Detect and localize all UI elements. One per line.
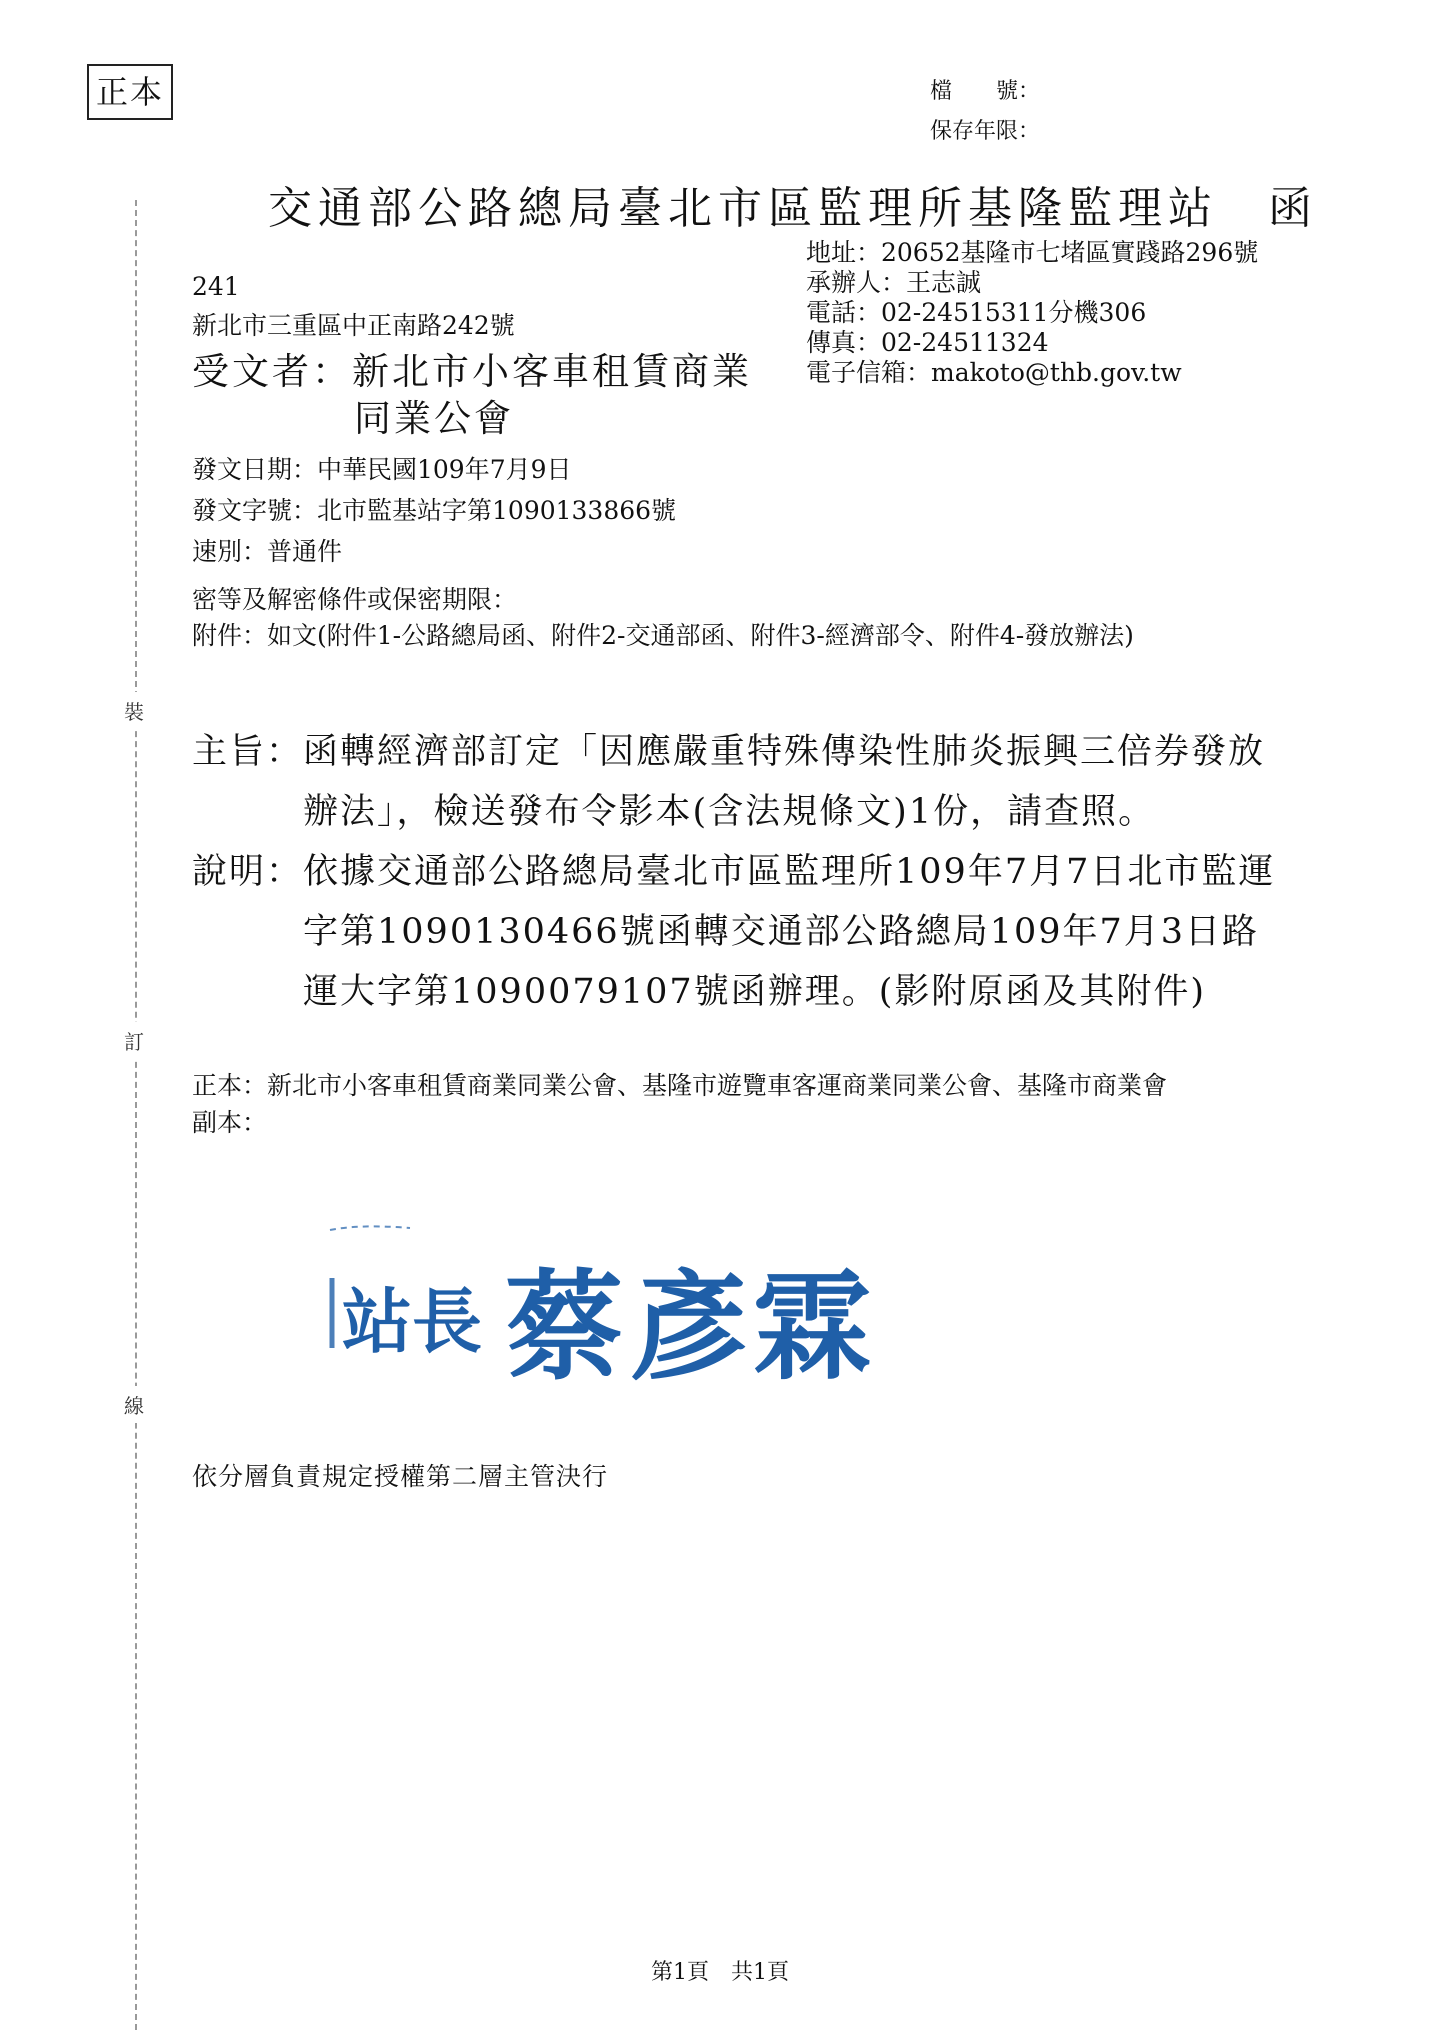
binding-mark-ding: 訂 <box>124 1022 144 1059</box>
original-text: 新北市小客車租賃商業同業公會、基隆市遊覽車客運商業同業公會、基隆市商業會 <box>267 1071 1168 1100</box>
copy-type-stamp: 正本 <box>87 64 173 120</box>
contact-handler: 承辦人：王志誠 <box>806 268 982 297</box>
issue-number: 發文字號：北市監基站字第1090133866號 <box>192 496 677 525</box>
binding-mark-xian: 線 <box>124 1386 144 1423</box>
contact-phone: 電話：02-24515311分機306 <box>806 298 1147 327</box>
original-recipients <box>192 1070 1262 1101</box>
document-title: 交通部公路總局臺北市區監理所基隆監理站 函 <box>268 183 1318 234</box>
receiver-address: 新北市三重區中正南路242號 <box>192 311 515 340</box>
binding-line <box>135 200 137 2030</box>
seal-name-text: 蔡彥霖 <box>505 1257 878 1388</box>
subject-label: 主旨： <box>192 732 304 772</box>
distribution-block <box>192 1070 1262 1138</box>
seal-graphic <box>320 1218 900 1388</box>
contact-fax: 傳真：02-24511324 <box>806 328 1049 357</box>
main-content <box>192 722 1282 1022</box>
page-number: 第1頁 共1頁 <box>651 1960 789 1985</box>
contact-email: 電子信箱：makoto@thb.gov.tw <box>806 358 1182 387</box>
chief-seal <box>320 1218 900 1388</box>
retention-label: 保存年限： <box>930 119 1041 144</box>
authority-note: 依分層負責規定授權第二層主管決行 <box>192 1462 609 1491</box>
subject-text: 函轉經濟部訂定「因應嚴重特殊傳染性肺炎振興三倍券發放辦法」，檢送發布令影本(含法規條文)1份，請查照。 <box>303 732 1266 832</box>
explanation-text: 依據交通部公路總局臺北市區監理所109年7月7日北市監運字第1090130466號函轉交通部公路總局109年7月3日路運大字第1090079107號函辦理。(影附原函及其附件) <box>303 852 1276 1012</box>
binding-mark-zhuang: 裝 <box>124 692 144 729</box>
attachment-label: 附件： <box>192 621 268 650</box>
explanation-label: 說明： <box>192 852 304 892</box>
explanation-paragraph <box>192 842 1282 1022</box>
delivery-speed: 速別：普通件 <box>192 537 343 566</box>
recipient-block <box>192 348 752 442</box>
contact-block <box>806 238 1258 388</box>
attachment-line <box>192 620 1262 651</box>
security-level: 密等及解密條件或保密期限： <box>192 585 518 614</box>
recipient-label: 受文者： <box>192 350 352 393</box>
receiver-postal-code: 241 <box>192 272 240 301</box>
contact-address: 地址：20652基隆市七堵區實踐路296號 <box>806 238 1259 267</box>
recipient-name-line1: 新北市小客車租賃商業 <box>352 350 752 393</box>
issue-date: 發文日期：中華民國109年7月9日 <box>192 455 572 484</box>
recipient-name-line2: 同業公會 <box>354 397 514 440</box>
subject-paragraph <box>192 722 1282 842</box>
file-number-label: 檔 號： <box>930 79 1041 104</box>
attachment-text: 如文(附件1-公路總局函、附件2-交通部函、附件3-經濟部令、附件4-發放辦法) <box>267 621 1134 650</box>
seal-title-text: 站長 <box>342 1280 482 1363</box>
copy-recipients: 副本： <box>192 1108 268 1137</box>
original-label: 正本： <box>192 1071 268 1100</box>
